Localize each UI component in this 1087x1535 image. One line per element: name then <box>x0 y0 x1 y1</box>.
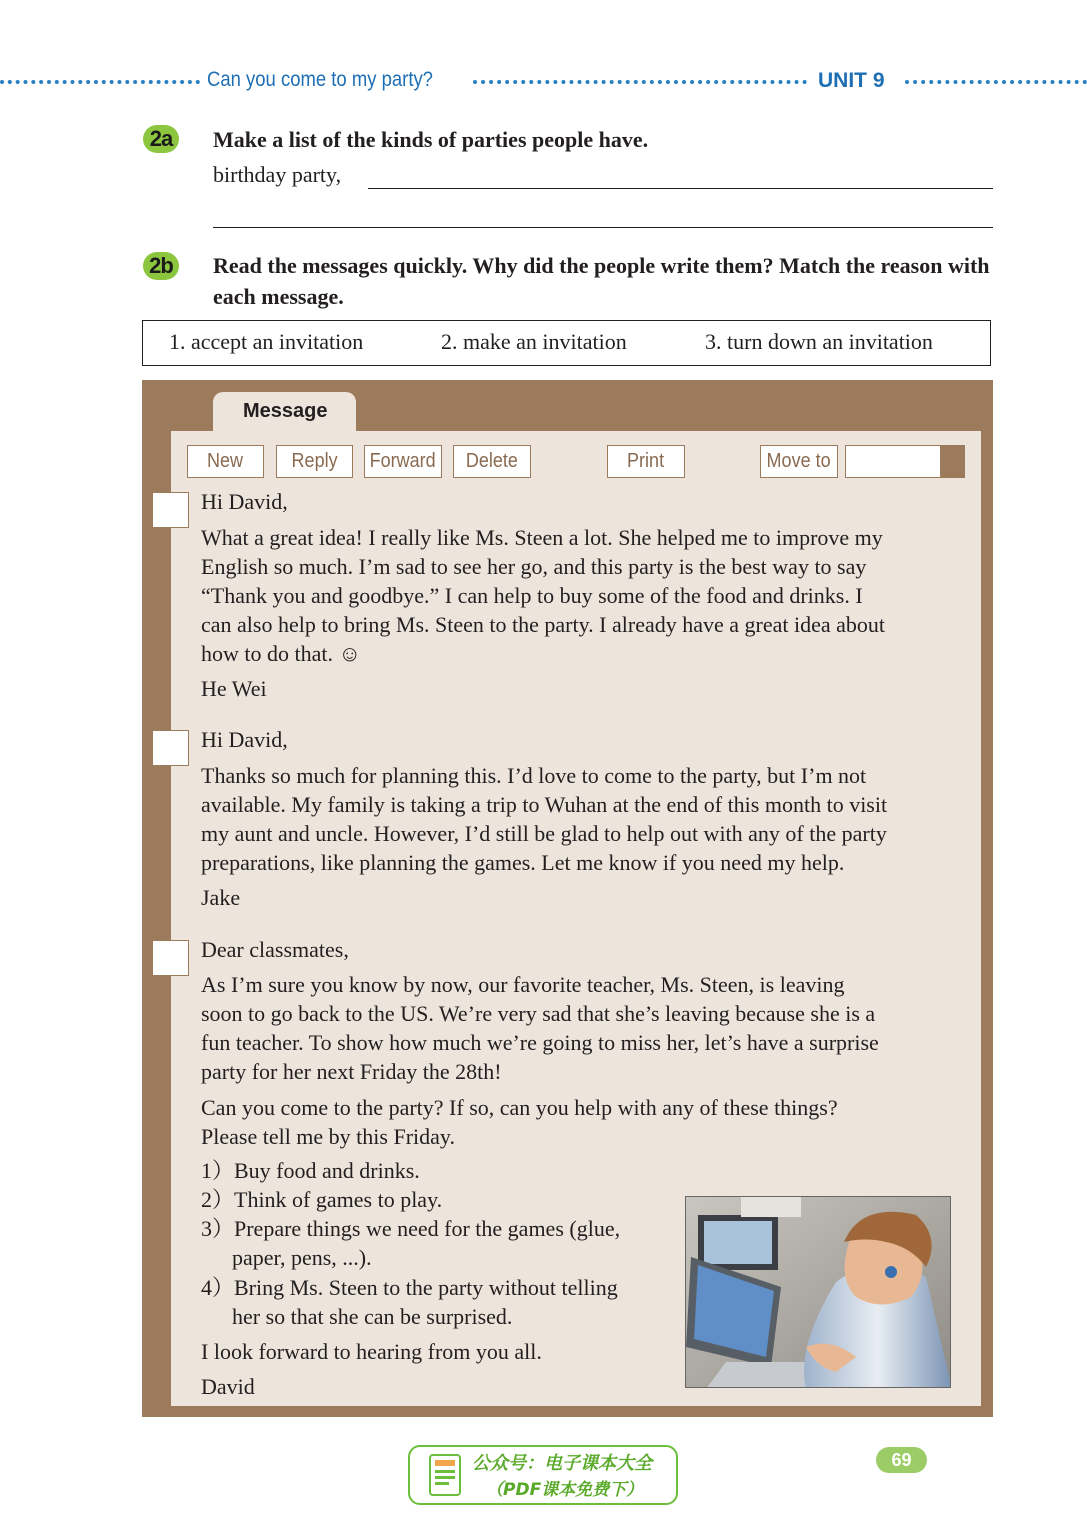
move-to-button[interactable]: Move to <box>760 445 838 478</box>
message-3-line: As I’m sure you know by now, our favorite teacher, Ms. Steen, is leaving <box>201 972 845 997</box>
folder-dropdown[interactable] <box>845 445 965 478</box>
message-1-signature: He Wei <box>201 676 267 701</box>
reason-2: 2. make an invitation <box>441 329 627 354</box>
footer-watermark <box>408 1445 678 1505</box>
message-3-line: soon to go back to the US. We’re very sad that she’s leaving because she is a <box>201 1001 876 1026</box>
book-icon <box>426 1453 466 1499</box>
reason-1: 1. accept an invitation <box>169 329 364 354</box>
list-item-2: 2）Think of games to play. <box>201 1187 443 1212</box>
instruction-2b: Read the messages quickly. Why did the people write them? Match the reason with each message. <box>213 253 990 309</box>
list-item-4: 4）Bring Ms. Steen to the party without telling <box>201 1275 618 1300</box>
message-1-line: how to do that. ☺ <box>201 641 361 666</box>
header-dots-left <box>0 80 200 88</box>
message-2-signature: Jake <box>201 885 241 910</box>
unit-label: UNIT 9 <box>818 69 885 92</box>
print-button[interactable]: Print <box>607 445 685 478</box>
header-dots-middle <box>473 80 807 88</box>
list-item-3-cont: paper, pens, ...). <box>232 1245 372 1270</box>
list-item-3: 3）Prepare things we need for the games (glue, <box>201 1216 621 1241</box>
answer-line-2[interactable] <box>213 227 993 228</box>
message-2-line: preparations, like planning the games. Let me know if you need my help. <box>201 850 845 875</box>
dropdown-arrow-icon[interactable] <box>940 446 964 477</box>
answer-line-1[interactable] <box>368 188 993 189</box>
unit-title: Can you come to my party? <box>207 68 433 91</box>
message-2-answer-box[interactable] <box>152 730 189 766</box>
forward-button[interactable]: Forward <box>364 445 442 478</box>
reasons-box <box>142 320 991 366</box>
message-1-line: English so much. I’m sad to see her go, and this party is the best way to say <box>201 554 867 579</box>
message-3-answer-box[interactable] <box>152 940 189 976</box>
example-answer: birthday party, <box>213 162 342 187</box>
tab-message-label: Message <box>243 400 328 422</box>
boy-at-laptop-photo <box>685 1196 951 1388</box>
message-2-line: available. My family is taking a trip to Wuhan at the end of this month to visit <box>201 792 888 817</box>
list-item-4-cont: her so that she can be surprised. <box>232 1304 513 1329</box>
header-dots-right <box>905 80 1087 88</box>
badge-2b: 2b <box>143 252 179 280</box>
message-2-line: my aunt and uncle. However, I’d still be glad to help out with any of the party <box>201 821 887 846</box>
message-3-line: party for her next Friday the 28th! <box>201 1059 502 1084</box>
footer-line-2: （PDF课本免费下） <box>486 1480 644 1500</box>
reason-3: 3. turn down an invitation <box>705 329 933 354</box>
message-3-line: Please tell me by this Friday. <box>201 1124 455 1149</box>
message-1-line: What a great idea! I really like Ms. Steen a lot. She helped me to improve my <box>201 525 883 550</box>
reply-button[interactable]: Reply <box>276 445 353 478</box>
message-1-greeting: Hi David, <box>201 489 288 514</box>
message-3-closing: I look forward to hearing from you all. <box>201 1339 542 1364</box>
message-3-signature: David <box>201 1374 255 1399</box>
message-1-line: can also help to bring Ms. Steen to the party. I already have a great idea about <box>201 612 885 637</box>
footer-line-1: 公众号：电子课本大全 <box>472 1453 652 1474</box>
list-item-1: 1）Buy food and drinks. <box>201 1158 420 1183</box>
message-2-greeting: Hi David, <box>201 727 288 752</box>
message-3-line: Can you come to the party? If so, can you help with any of these things? <box>201 1095 838 1120</box>
message-3-greeting: Dear classmates, <box>201 937 349 962</box>
instruction-2a: Make a list of the kinds of parties people have. <box>213 127 649 152</box>
tab-message[interactable] <box>213 392 356 432</box>
badge-2a: 2a <box>143 125 179 153</box>
new-button[interactable]: New <box>187 445 264 478</box>
page-number: 69 <box>876 1447 927 1473</box>
message-3-line: fun teacher. To show how much we’re going to miss her, let’s have a surprise <box>201 1030 879 1055</box>
delete-button[interactable]: Delete <box>453 445 531 478</box>
message-1-line: “Thank you and goodbye.” I can help to buy some of the food and drinks. I <box>201 583 863 608</box>
message-2-line: Thanks so much for planning this. I’d love to come to the party, but I’m not <box>201 763 867 788</box>
message-1-answer-box[interactable] <box>152 492 189 528</box>
